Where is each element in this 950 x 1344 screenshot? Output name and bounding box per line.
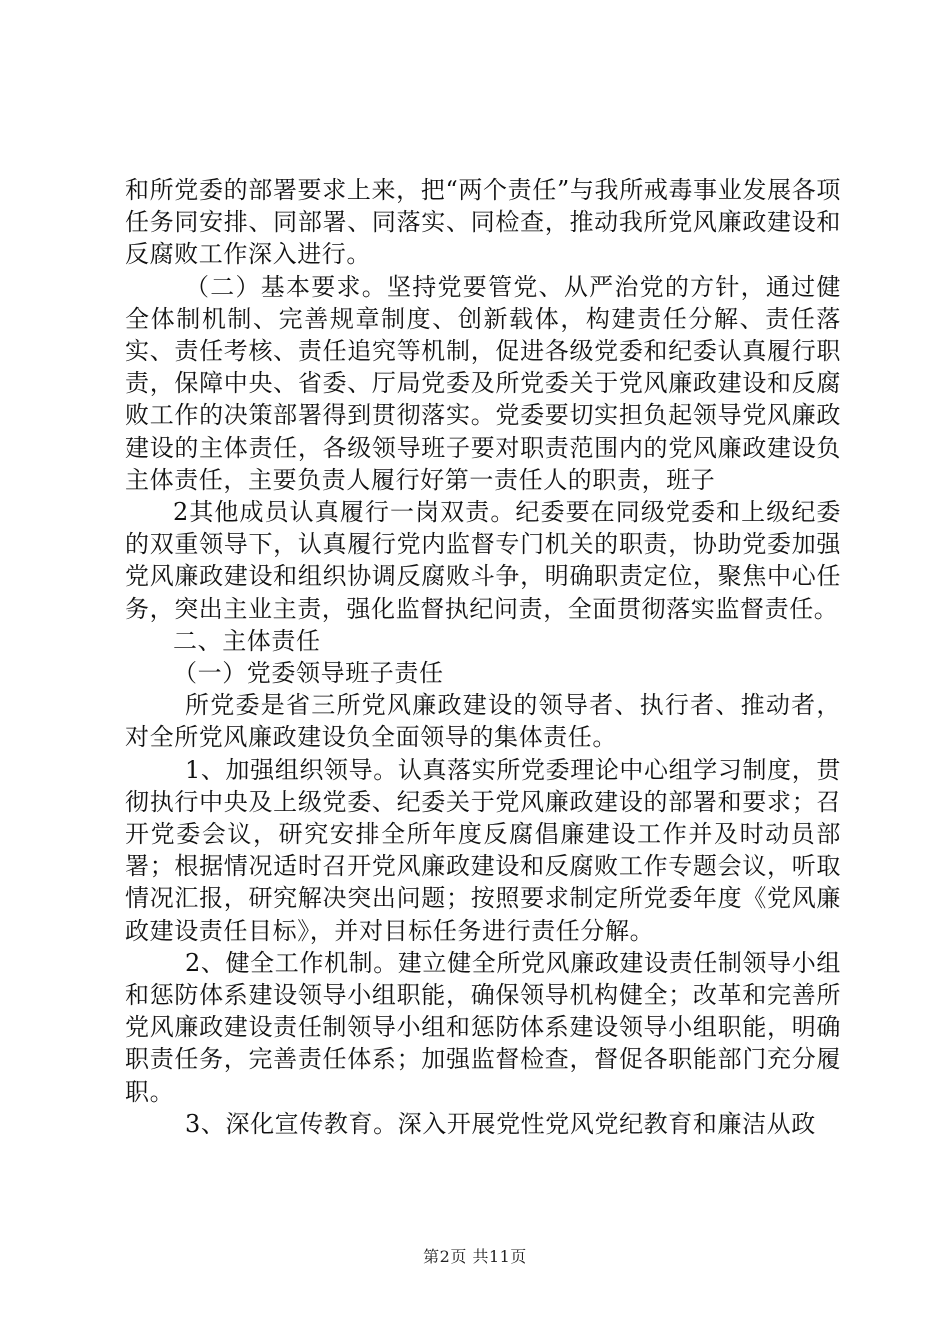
- list-item-publicity-education: 3、深化宣传教育。深入开展党性党风党纪教育和廉洁从政: [185, 1109, 816, 1138]
- section-heading-main-responsibility: 二、主体责任: [173, 626, 321, 655]
- list-item-work-mechanism: 2、健全工作机制。建立健全所党风廉政建设责任制领导小组和惩防体系建设领导小组职能，确保领导机构健全；改革和完善所党风廉政建设责任制领导小组和惩防体系建设领导小组职能，明确职责任务，完善责任体系；加强监督检查，督促各职能部门充分履职。: [125, 948, 841, 1106]
- paragraph-committee-role: 所党委是省三所党风廉政建设的领导者、执行者、推动者，对全所党风廉政建设负全面领导的集体责任。: [125, 691, 841, 752]
- paragraph-continuation: 和所党委的部署要求上来，把“两个责任”与我所戒毒事业发展各项任务同安排、同部署、同落实、同检查，推动我所党风廉政建设和反腐败工作深入进行。: [125, 176, 841, 269]
- document-body: [125, 174, 841, 1140]
- subsection-heading-party-committee: （一）党委领导班子责任: [173, 659, 444, 688]
- list-item-organization-leadership: 1、加强组织领导。认真落实所党委理论中心组学习制度，贯彻执行中央及上级党委、纪委关于党风廉政建设的部署和要求；召开党委会议，研究安排全所年度反腐倡廉建设工作并及时动员部署；根据情况适时召开党风廉政建设和反腐败工作专题会议，听取情况汇报，研究解决突出问题；按照要求制定所党委年度《党风廉政建设责任目标》，并对目标任务进行责任分解。: [125, 755, 841, 945]
- page-number-footer: 第2页 共11页: [423, 1247, 527, 1266]
- paragraph-other-members: 2其他成员认真履行一岗双责。纪委要在同级党委和上级纪委的双重领导下，认真履行党内监督专门机关的职责，协助党委加强党风廉政建设和组织协调反腐败斗争，明确职责定位，聚焦中心任务，突出主业主责，强化监督执纪问责，全面贯彻落实监督责任。: [125, 498, 841, 623]
- paragraph-basic-requirements: （二）基本要求。坚持党要管党、从严治党的方针，通过健全体制机制、完善规章制度、创新载体，构建责任分解、责任落实、责任考核、责任追究等机制，促进各级党委和纪委认真履行职责，保障中央、省委、厅局党委及所党委关于党风廉政建设和反腐败工作的决策部署得到贯彻落实。党委要切实担负起领导党风廉政建设的主体责任，各级领导班子要对职责范围内的党风廉政建设负主体责任，主要负责人履行好第一责任人的职责，班子: [125, 272, 841, 494]
